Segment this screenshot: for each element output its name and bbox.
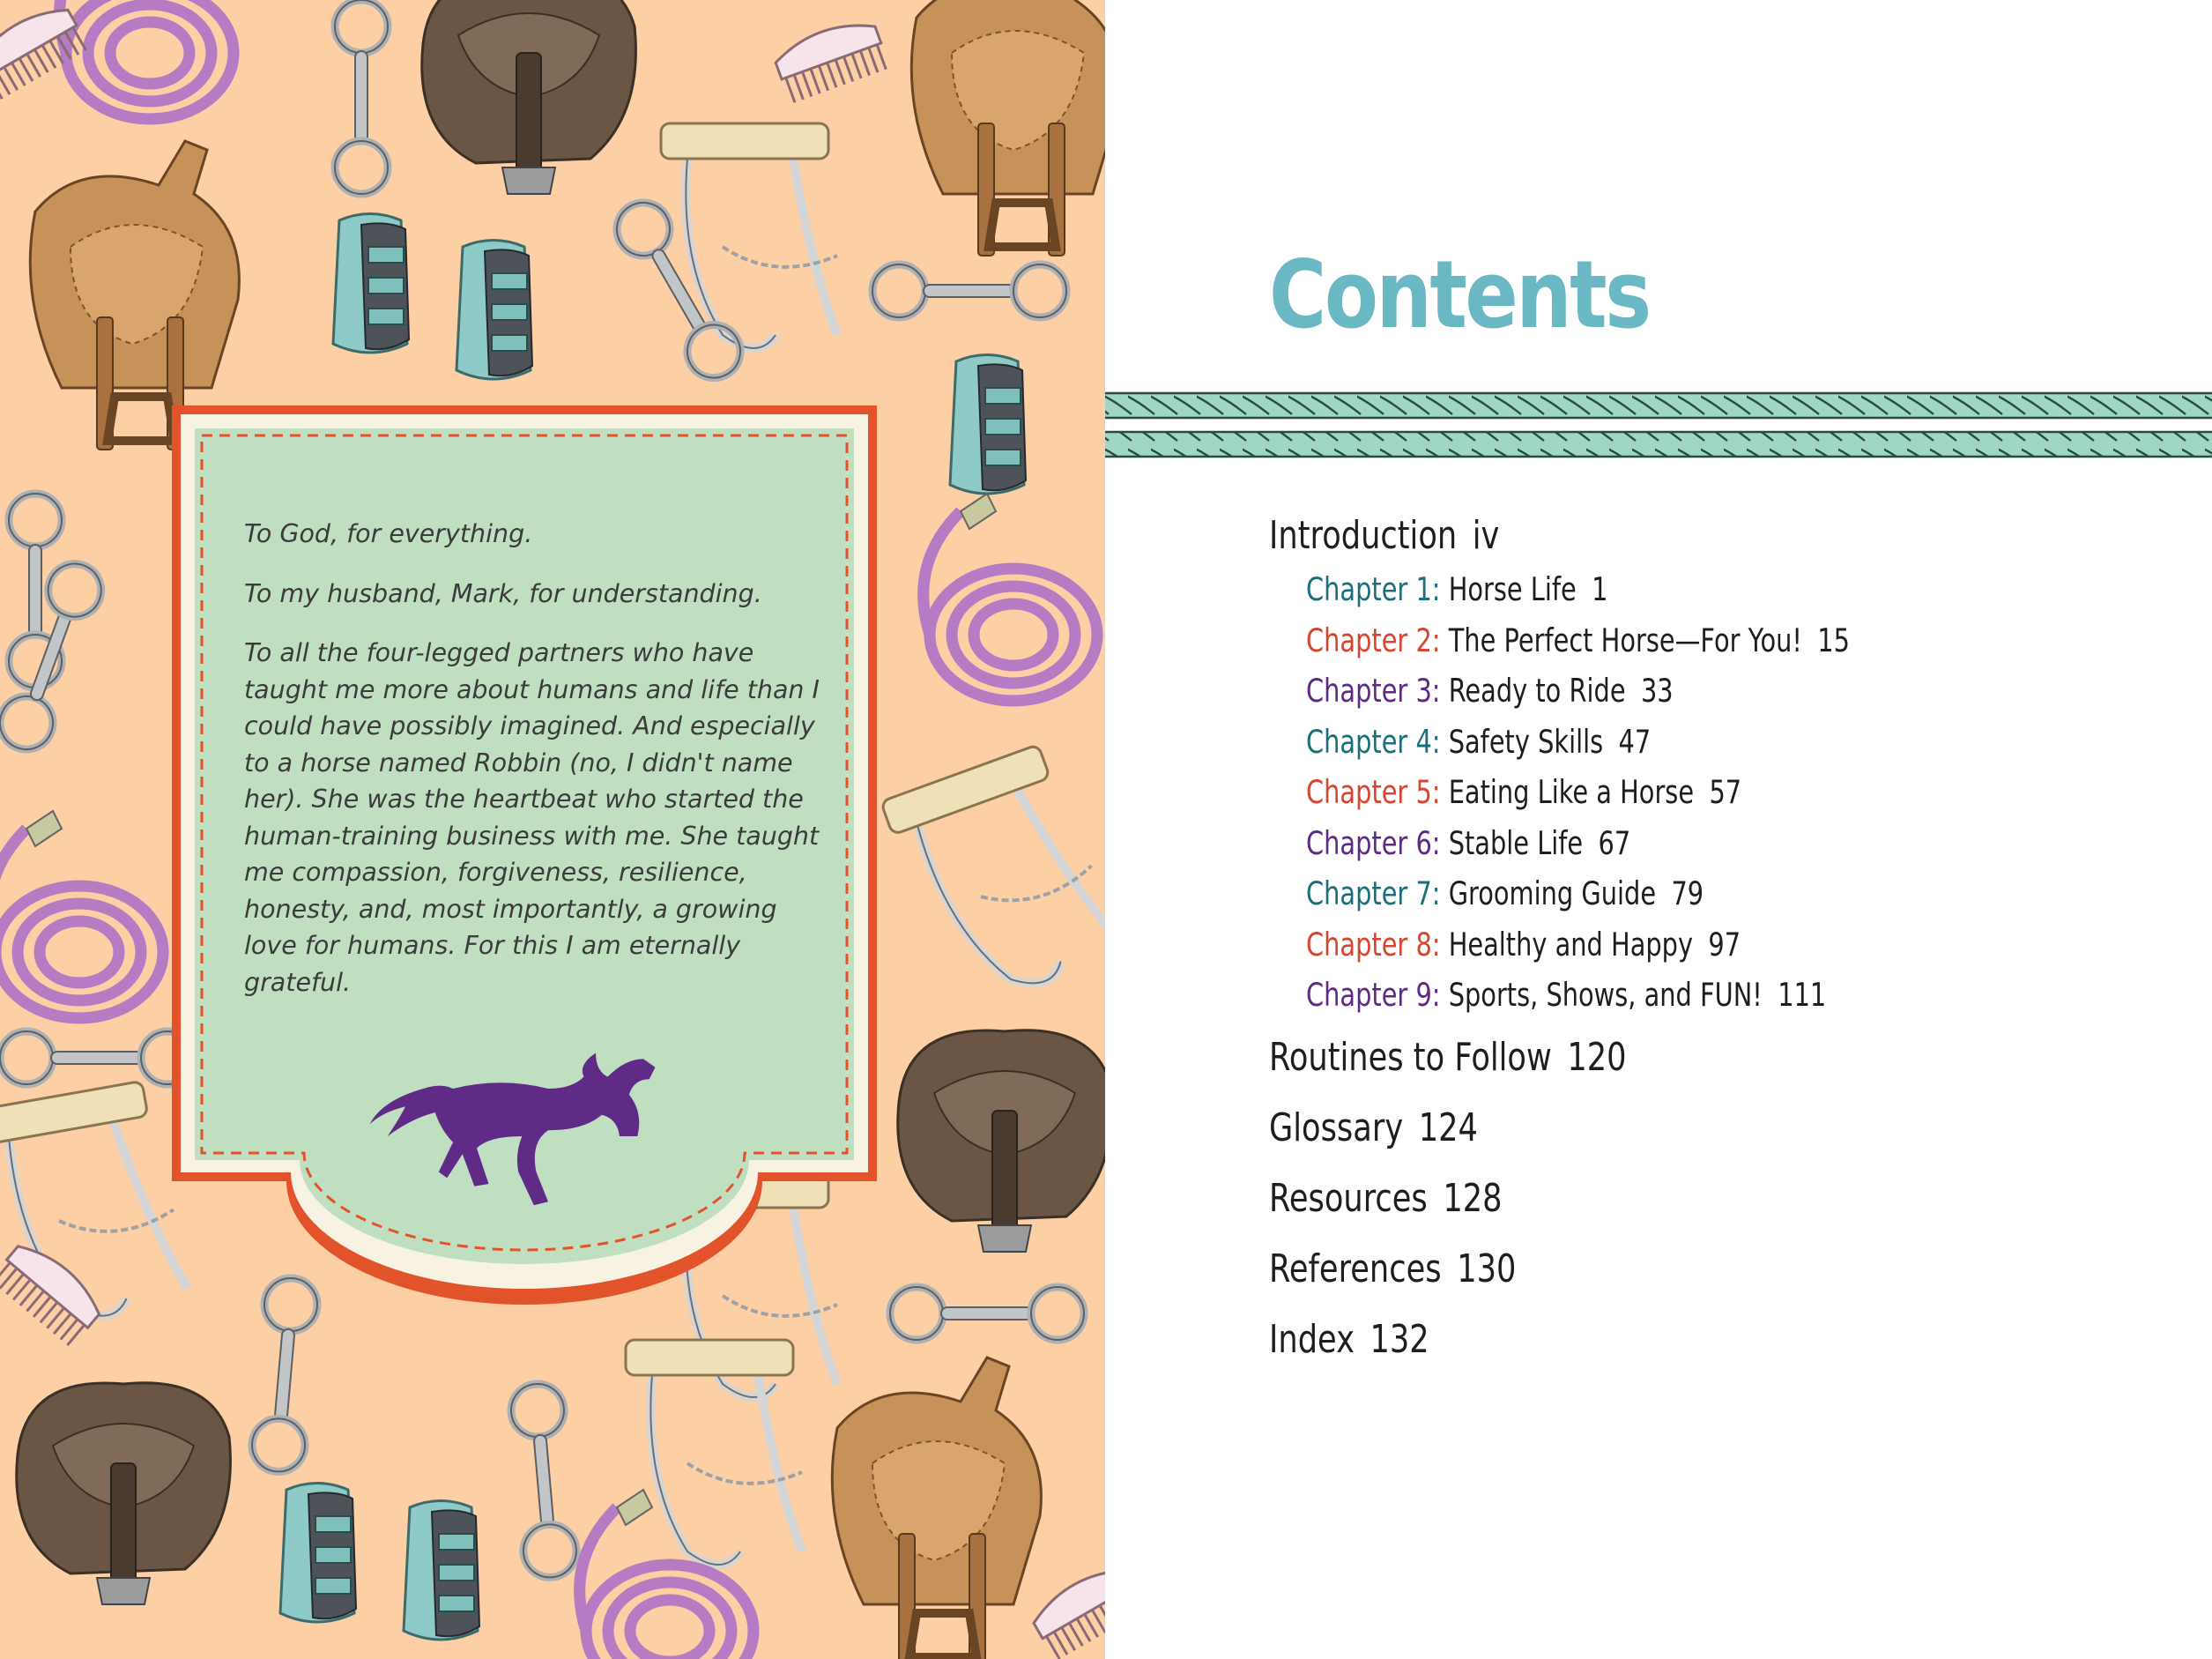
toc-entry-routines[interactable] [1269, 1031, 2009, 1084]
toc-entry-chapter-8[interactable] [1306, 919, 2008, 971]
chapter-page: 47 [1618, 722, 1652, 761]
toc-page: 124 [1418, 1105, 1478, 1150]
chapter-title: Ready to Ride [1448, 672, 1626, 710]
toc-entry-chapter-9[interactable] [1306, 970, 2008, 1021]
chapter-title: Stable Life [1448, 823, 1584, 862]
toc-entry-chapter-3[interactable] [1306, 666, 2008, 717]
dedication-line-3: To all the four-legged partners who have taught me more about humans and life than I could have possibly imagined. And especially to a horse named Robbin (no, I didn't name her). She was the heartbeat who started the human-training business with me. She taught me compassion, forgiveness, resilience, honesty, and, most importantly, a growing love for humans. For this I am eternally grateful. [244, 638, 820, 997]
toc-entry-chapter-1[interactable] [1306, 564, 2008, 615]
chapter-label: Chapter 5: [1306, 773, 1441, 811]
toc-label: Glossary [1269, 1105, 1404, 1150]
chapter-label: Chapter 8: [1306, 925, 1441, 963]
toc-entry-chapter-5[interactable] [1306, 767, 2008, 818]
chapter-title: Healthy and Happy [1448, 925, 1694, 963]
chapter-title: Safety Skills [1448, 722, 1604, 761]
dedication-text [244, 516, 826, 1023]
table-of-contents [1269, 510, 2194, 1384]
toc-page: 128 [1443, 1175, 1503, 1221]
chapter-page: 57 [1709, 773, 1742, 811]
toc-entry-resources[interactable] [1269, 1172, 2009, 1225]
chapter-label: Chapter 3: [1306, 672, 1441, 710]
dedication-line-1: To God, for everything. [244, 519, 533, 548]
toc-label: Introduction [1269, 513, 1458, 558]
chapter-page: 97 [1708, 925, 1741, 963]
page-title: Contents [1269, 241, 1650, 349]
chapter-page: 79 [1671, 874, 1704, 912]
chapter-page: 1 [1592, 570, 1608, 608]
rope-divider [1105, 391, 2212, 460]
contents-page [1105, 0, 2212, 1659]
chapter-label: Chapter 1: [1306, 570, 1441, 608]
chapter-list [1306, 564, 2194, 1021]
toc-label: References [1269, 1246, 1442, 1291]
chapter-page: 15 [1817, 621, 1851, 659]
chapter-label: Chapter 6: [1306, 823, 1441, 862]
chapter-label: Chapter 2: [1306, 621, 1441, 659]
toc-page: 120 [1567, 1034, 1627, 1080]
chapter-page: 33 [1640, 672, 1674, 710]
toc-entry-chapter-7[interactable] [1306, 868, 2008, 919]
toc-entry-introduction[interactable] [1269, 510, 2009, 562]
chapter-title: Grooming Guide [1448, 874, 1657, 912]
dedication-page [0, 0, 1105, 1659]
toc-entry-index[interactable] [1269, 1313, 2009, 1366]
toc-page: 130 [1457, 1246, 1517, 1291]
toc-label: Resources [1269, 1175, 1428, 1221]
toc-entry-chapter-2[interactable] [1306, 615, 2008, 666]
toc-entry-glossary[interactable] [1269, 1102, 2009, 1155]
chapter-label: Chapter 9: [1306, 976, 1441, 1014]
chapter-label: Chapter 4: [1306, 722, 1441, 761]
dedication-line-2: To my husband, Mark, for understanding. [244, 578, 762, 608]
toc-page: 132 [1370, 1316, 1429, 1362]
back-matter-list [1269, 1031, 2194, 1366]
toc-label: Index [1269, 1316, 1355, 1362]
toc-entry-chapter-6[interactable] [1306, 818, 2008, 869]
chapter-title: Eating Like a Horse [1448, 773, 1695, 811]
chapter-title: Horse Life [1448, 570, 1577, 608]
toc-entry-references[interactable] [1269, 1243, 2009, 1296]
toc-entry-chapter-4[interactable] [1306, 717, 2008, 768]
toc-page: iv [1472, 513, 1500, 558]
chapter-page: 67 [1598, 823, 1631, 862]
chapter-label: Chapter 7: [1306, 874, 1441, 912]
toc-label: Routines to Follow [1269, 1034, 1552, 1080]
chapter-page: 111 [1778, 976, 1827, 1014]
chapter-title: Sports, Shows, and FUN! [1448, 976, 1763, 1014]
chapter-title: The Perfect Horse—For You! [1448, 621, 1802, 659]
